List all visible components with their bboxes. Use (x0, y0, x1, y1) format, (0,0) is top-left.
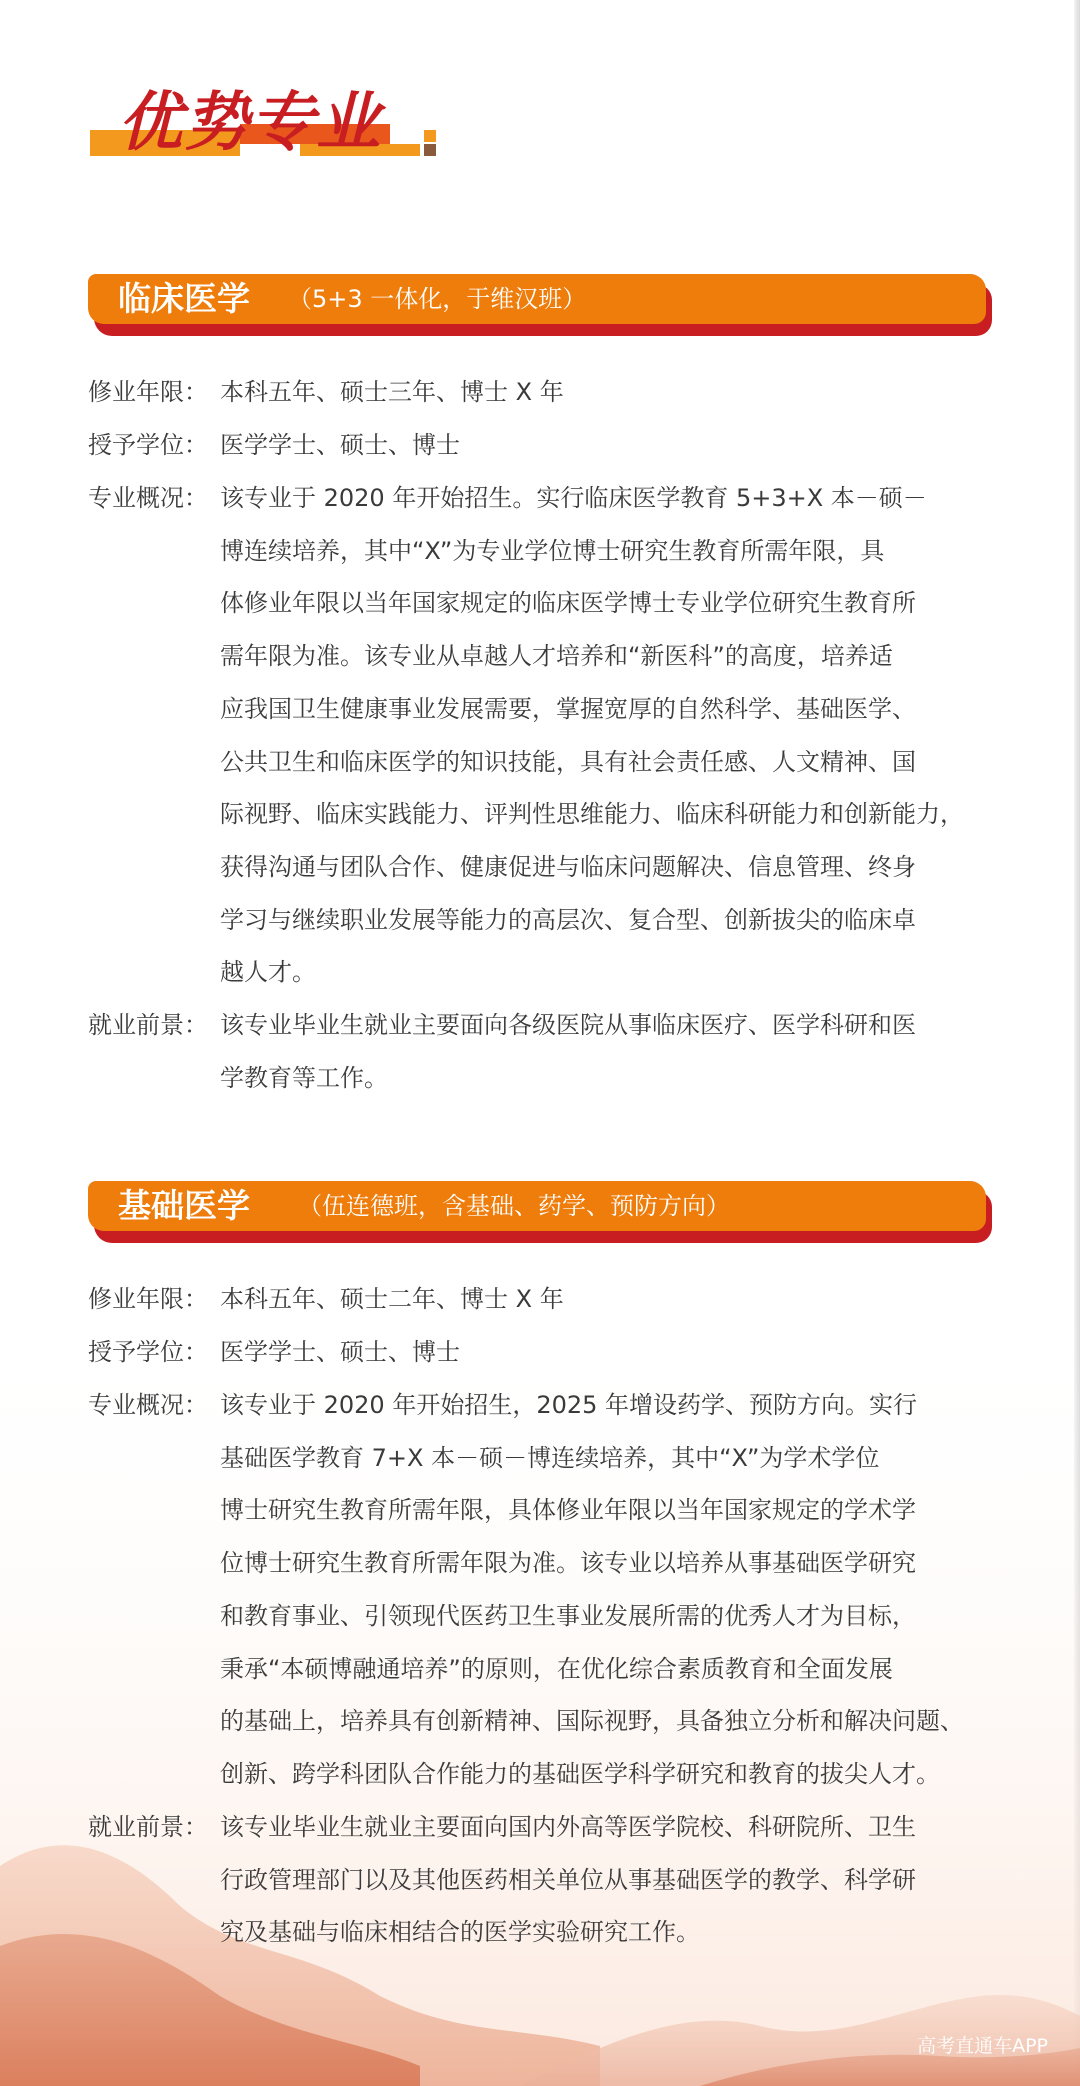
info-row-degree (88, 419, 1008, 472)
row-label: 修业年限： (88, 1285, 208, 1313)
info-row-overview (88, 472, 1008, 999)
row-label: 修业年限： (88, 378, 208, 406)
app-watermark: 高考直通车APP (917, 2035, 1048, 2057)
section-banner-clinical-medicine (88, 274, 992, 338)
section-title: 临床医学 (118, 279, 250, 318)
info-row-degree (88, 1326, 1008, 1379)
row-label: 专业概况： (88, 1391, 208, 1419)
row-text: 本科五年、硕士二年、博士 X 年 (220, 1285, 564, 1313)
page-title: 优势专业 (118, 86, 382, 160)
row-label: 专业概况： (88, 484, 208, 512)
row-text: 该专业于 2020 年开始招生。实行临床医学教育 5+3+X 本－硕－ 博连续培养，其中“X”为专业学位博士研究生教育所需年限，具 体修业年限以当年国家规定的临床医学博士专业学位研究生教育所 需年限为准。该专业从卓越人才培养和“新医科”的高度，培养适 应我国卫生健康事业发展需要，掌握宽厚的自然科学、基础医学、 公共卫生和临床医学的知识技能，具有社会责任感、人文精神、国 际视野、临床实践能力、评判性思维能力、临床科研能力和创新能力， 获得沟通与团队合作、健康促进与临床问题解决、信息管理、终身 学习与继续职业发展等能力的高层次、复合型、创新拔尖的临床卓 越人才。 (220, 484, 964, 987)
title-decor-square (424, 144, 436, 156)
section-subtitle: （5+3 一体化，于维汉班） (288, 285, 587, 313)
section-title: 基础医学 (118, 1186, 250, 1225)
row-text: 该专业毕业生就业主要面向各级医院从事临床医疗、医学科研和医 学教育等工作。 (220, 1011, 916, 1092)
section-subtitle: （伍连德班，含基础、药学、预防方向） (298, 1192, 730, 1220)
title-decor-square (424, 130, 436, 142)
info-row-career (88, 1801, 1008, 1960)
banner-bar (88, 1181, 986, 1231)
row-text: 医学学士、硕士、博士 (220, 431, 460, 459)
row-text: 本科五年、硕士三年、博士 X 年 (220, 378, 564, 406)
info-row-overview (88, 1379, 1008, 1801)
row-label: 授予学位： (88, 1338, 208, 1366)
row-text: 该专业毕业生就业主要面向国内外高等医学院校、科研院所、卫生 行政管理部门以及其他医药相关单位从事基础医学的教学、科学研 究及基础与临床相结合的医学实验研究工作。 (220, 1813, 916, 1947)
row-label: 就业前景： (88, 1011, 208, 1039)
row-label: 就业前景： (88, 1813, 208, 1841)
info-row-study-years (88, 1273, 1008, 1326)
row-text: 该专业于 2020 年开始招生，2025 年增设药学、预防方向。实行 基础医学教育 7+X 本－硕－博连续培养，其中“X”为学术学位 博士研究生教育所需年限，具体修业年限以当年国家规定的学术学 位博士研究生教育所需年限为准。该专业以培养从事基础医学研究 和教育事业、引领现代医药卫生事业发展所需的优秀人才为目标， 秉承“本硕博融通培养”的原则，在优化综合素质教育和全面发展 的基础上，培养具有创新精神、国际视野，具备独立分析和解决问题、 创新、跨学科团队合作能力的基础医学科学研究和教育的拔尖人才。 (220, 1391, 964, 1788)
info-row-career (88, 999, 1008, 1105)
row-text: 医学学士、硕士、博士 (220, 1338, 460, 1366)
info-row-study-years (88, 366, 1008, 419)
section-banner-basic-medicine (88, 1181, 992, 1245)
row-label: 授予学位： (88, 431, 208, 459)
banner-bar (88, 274, 986, 324)
page-title-block (90, 80, 450, 170)
